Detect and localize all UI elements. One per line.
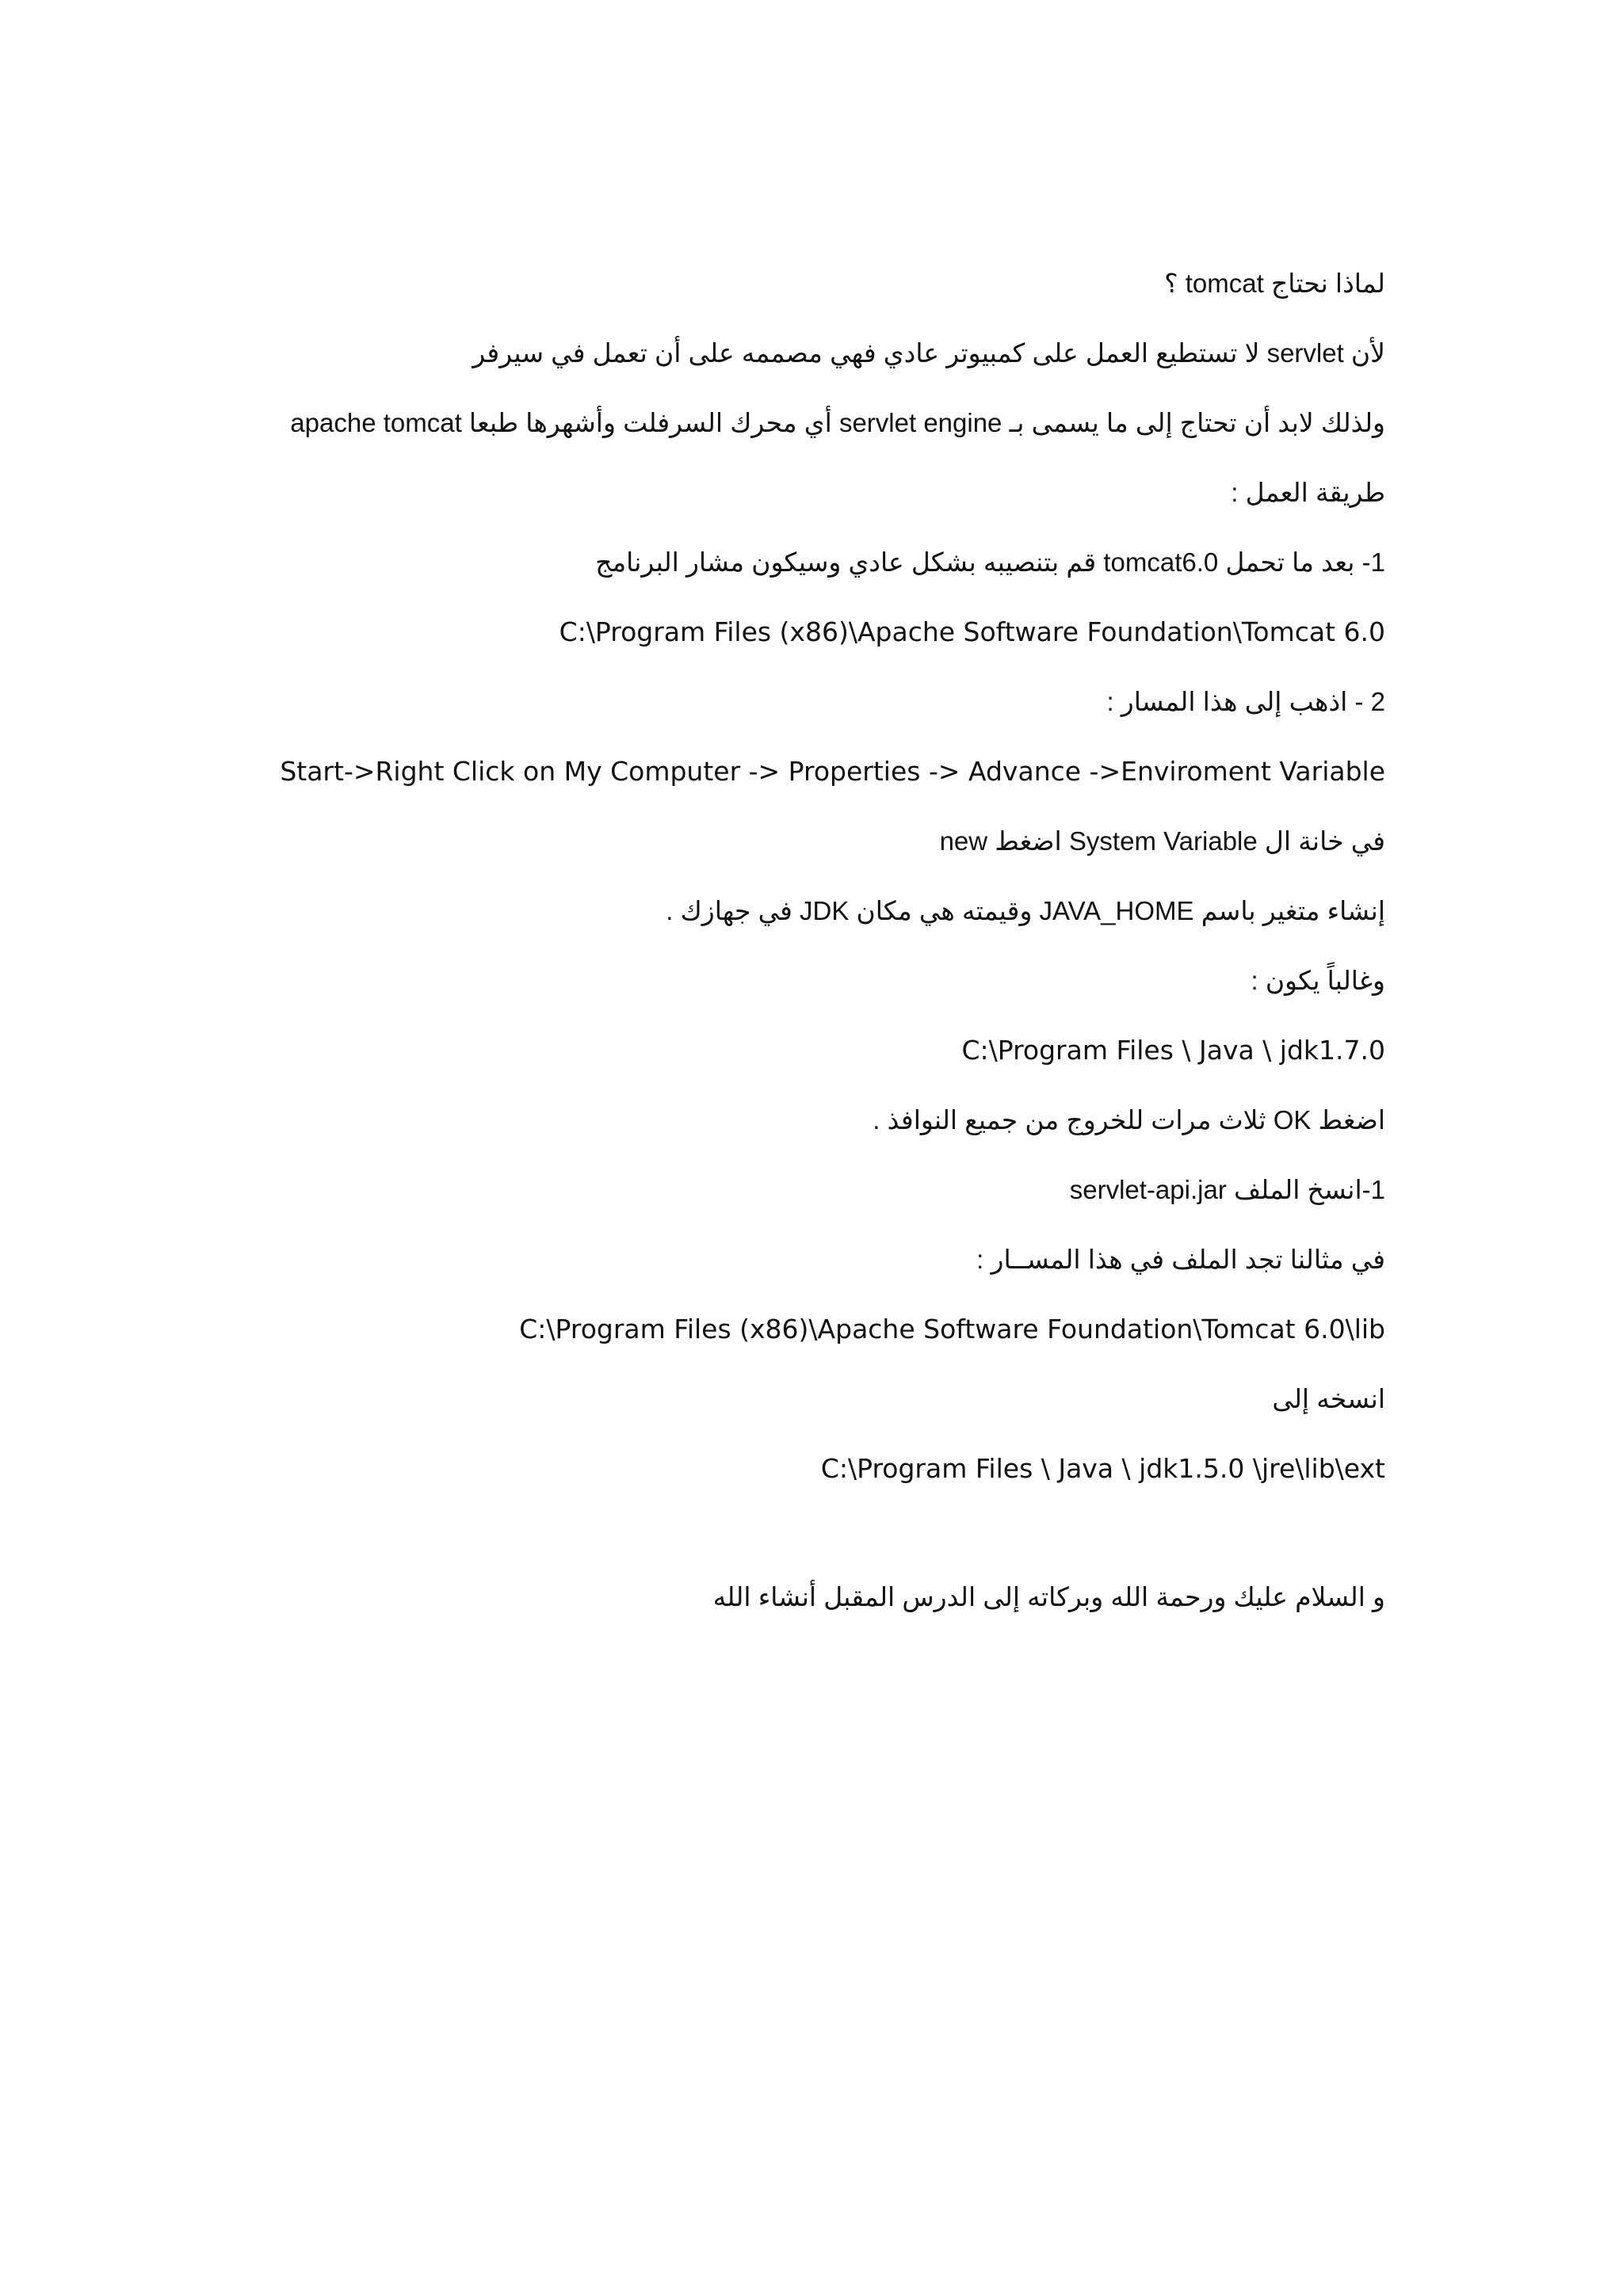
heading-why-tomcat: لماذا نحتاج tomcat ؟ [1164,269,1385,298]
paragraph-servlet-engine: ولذلك لابد أن تحتاج إلى ما يسمى بـ servlet engine أي محرك السرفلت وأشهرها طبعا apache tomcat [290,408,1385,437]
path-jdk-1-7: C:\Program Files \ Java \ jdk1.7.0 [961,1035,1385,1066]
heading-how-it-works: طريقة العمل : [1231,478,1385,507]
step-copy-servlet-api: 1-انسخ الملف servlet-api.jar [1069,1175,1385,1204]
step-2-go-to-path: 2 - اذهب إلى هذا المسار : [1106,687,1385,716]
instruction-press-ok: اضغط OK ثلاث مرات للخروج من جميع النوافذ . [873,1105,1385,1135]
path-environment-variable: Start->Right Click on My Computer -> Properties -> Advance ->Enviroment Variable [280,756,1385,787]
step-1-install-tomcat: 1- بعد ما تحمل tomcat6.0 قم بتنصيبه بشكل عادي وسيكون مشار البرنامج [595,547,1385,577]
closing-greeting: و السلام عليك ورحمة الله وبركاته إلى الدرس المقبل أنشاء الله [712,1582,1385,1611]
text-usually-is: وغالباً يكون : [1251,966,1385,995]
paragraph-servlet-needs-server: لأن servlet لا تستطيع العمل على كمبيوتر عادي فهي مصممه على أن تعمل في سيرفر [472,338,1385,368]
instruction-system-variable-new: في خانة ال System Variable اضغط new [939,826,1385,856]
instruction-create-java-home: إنشاء متغير باسم JAVA_HOME وقيمته هي مكان JDK في جهازك . [666,896,1385,925]
path-tomcat-install: C:\Program Files (x86)\Apache Software Foundation\Tomcat 6.0 [559,616,1385,647]
text-copy-to: انسخه إلى [1272,1384,1385,1413]
text-file-location: في مثالنا تجد الملف في هذا المســار : [976,1245,1385,1274]
path-jdk-ext: C:\Program Files \ Java \ jdk1.5.0 \jre\lib\ext [820,1453,1385,1484]
path-tomcat-lib: C:\Program Files (x86)\Apache Software Foundation\Tomcat 6.0\lib [519,1314,1385,1344]
